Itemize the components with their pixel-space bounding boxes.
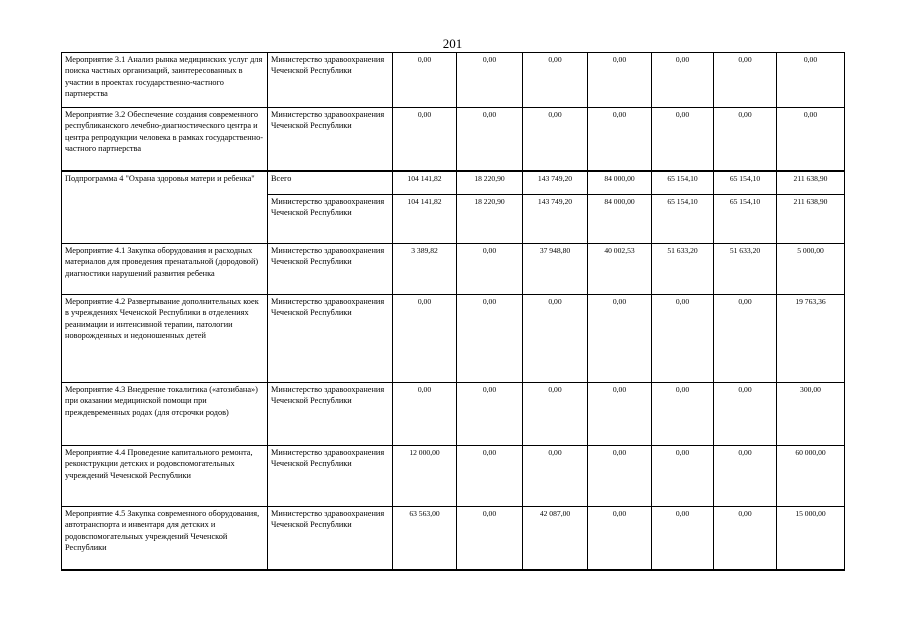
value-cell: 12 000,00 — [393, 446, 457, 507]
value-cell: 104 141,82 — [393, 195, 457, 244]
value-cell: 0,00 — [652, 53, 714, 108]
value-cell: 65 154,10 — [714, 171, 777, 195]
value-cell: 0,00 — [777, 53, 845, 108]
value-cell: 0,00 — [714, 383, 777, 446]
value-cell: 65 154,10 — [652, 171, 714, 195]
value-cell: 0,00 — [457, 108, 523, 171]
table-row — [62, 507, 845, 570]
value-cell: 84 000,00 — [588, 195, 652, 244]
value-cell: 0,00 — [457, 507, 523, 570]
table-row — [62, 244, 845, 295]
executor-cell: Министерство здравоохранения Чеченской Республики — [268, 108, 393, 171]
value-cell: 211 638,90 — [777, 195, 845, 244]
executor-cell: Министерство здравоохранения Чеченской Республики — [268, 446, 393, 507]
value-cell: 84 000,00 — [588, 171, 652, 195]
program-name-cell: Мероприятие 4.5 Закупка современного оборудования, автотранспорта и инвентаря для детских и родовспомогательных учреждений Чеченской Республики — [62, 507, 268, 570]
value-cell: 63 563,00 — [393, 507, 457, 570]
value-cell: 51 633,20 — [652, 244, 714, 295]
value-cell: 0,00 — [393, 383, 457, 446]
value-cell: 0,00 — [457, 446, 523, 507]
value-cell: 0,00 — [588, 295, 652, 383]
value-cell: 0,00 — [523, 295, 588, 383]
table-row — [62, 171, 845, 195]
value-cell: 0,00 — [393, 108, 457, 171]
value-cell: 0,00 — [777, 108, 845, 171]
value-cell: 0,00 — [652, 383, 714, 446]
value-cell: 40 002,53 — [588, 244, 652, 295]
table-row — [62, 108, 845, 171]
value-cell: 0,00 — [652, 446, 714, 507]
value-cell: 42 087,00 — [523, 507, 588, 570]
executor-cell: Министерство здравоохранения Чеченской Республики — [268, 53, 393, 108]
program-name-cell: Мероприятие 3.2 Обеспечение создания современного республиканского лечебно-диагностического центра и центра репродукции человека в рамках государственно-частного партнерства — [62, 108, 268, 171]
value-cell: 0,00 — [523, 446, 588, 507]
value-cell: 0,00 — [652, 295, 714, 383]
program-name-cell: Подпрограмма 4 "Охрана здоровья матери и ребенка" — [62, 171, 268, 244]
program-name-cell: Мероприятие 4.1 Закупка оборудования и расходных материалов для проведения пренатальной (дородовой) диагностики нарушений развития ребенка — [62, 244, 268, 295]
program-name-cell: Мероприятие 4.3 Внедрение токалитика («атозибана») при оказании медицинской помощи при преждевременных родах (для отсрочки родов) — [62, 383, 268, 446]
executor-cell: Министерство здравоохранения Чеченской Республики — [268, 295, 393, 383]
budget-table — [61, 52, 845, 571]
value-cell: 5 000,00 — [777, 244, 845, 295]
value-cell: 0,00 — [652, 108, 714, 171]
value-cell: 0,00 — [652, 507, 714, 570]
executor-cell: Всего — [268, 171, 393, 195]
value-cell: 60 000,00 — [777, 446, 845, 507]
value-cell: 300,00 — [777, 383, 845, 446]
value-cell: 0,00 — [393, 295, 457, 383]
value-cell: 0,00 — [523, 108, 588, 171]
value-cell: 104 141,82 — [393, 171, 457, 195]
value-cell: 18 220,90 — [457, 195, 523, 244]
value-cell: 0,00 — [393, 53, 457, 108]
table-row — [62, 383, 845, 446]
table-row — [62, 295, 845, 383]
value-cell: 3 389,82 — [393, 244, 457, 295]
executor-cell: Министерство здравоохранения Чеченской Республики — [268, 507, 393, 570]
program-name-cell: Мероприятие 3.1 Анализ рынка медицинских услуг для поиска частных организаций, заинтересованных в участии в проектах государственно-частного партнерства — [62, 53, 268, 108]
value-cell: 37 948,80 — [523, 244, 588, 295]
value-cell: 19 763,36 — [777, 295, 845, 383]
value-cell: 18 220,90 — [457, 171, 523, 195]
value-cell: 0,00 — [523, 383, 588, 446]
value-cell: 51 633,20 — [714, 244, 777, 295]
table-row — [62, 446, 845, 507]
value-cell: 0,00 — [714, 507, 777, 570]
program-name-cell: Мероприятие 4.2 Развертывание дополнительных коек в учреждениях Чеченской Республики в отделениях реанимации и интенсивной терапии, патологии новорожденных и недоношенных детей — [62, 295, 268, 383]
value-cell: 65 154,10 — [652, 195, 714, 244]
value-cell: 0,00 — [457, 295, 523, 383]
program-name-cell: Мероприятие 4.4 Проведение капитального ремонта, реконструкции детских и родовспомогательных учреждений Чеченской Республики — [62, 446, 268, 507]
executor-cell: Министерство здравоохранения Чеченской Республики — [268, 195, 393, 244]
value-cell: 0,00 — [457, 383, 523, 446]
value-cell: 15 000,00 — [777, 507, 845, 570]
value-cell: 0,00 — [714, 446, 777, 507]
value-cell: 143 749,20 — [523, 195, 588, 244]
value-cell: 0,00 — [588, 383, 652, 446]
value-cell: 0,00 — [714, 295, 777, 383]
value-cell: 65 154,10 — [714, 195, 777, 244]
value-cell: 211 638,90 — [777, 171, 845, 195]
value-cell: 0,00 — [588, 446, 652, 507]
value-cell: 0,00 — [588, 108, 652, 171]
value-cell: 0,00 — [523, 53, 588, 108]
value-cell: 0,00 — [588, 507, 652, 570]
value-cell: 0,00 — [457, 244, 523, 295]
value-cell: 0,00 — [457, 53, 523, 108]
value-cell: 0,00 — [714, 53, 777, 108]
value-cell: 0,00 — [588, 53, 652, 108]
value-cell: 143 749,20 — [523, 171, 588, 195]
executor-cell: Министерство здравоохранения Чеченской Республики — [268, 383, 393, 446]
table-row — [62, 53, 845, 108]
executor-cell: Министерство здравоохранения Чеченской Республики — [268, 244, 393, 295]
value-cell: 0,00 — [714, 108, 777, 171]
page-number: 201 — [442, 36, 463, 51]
